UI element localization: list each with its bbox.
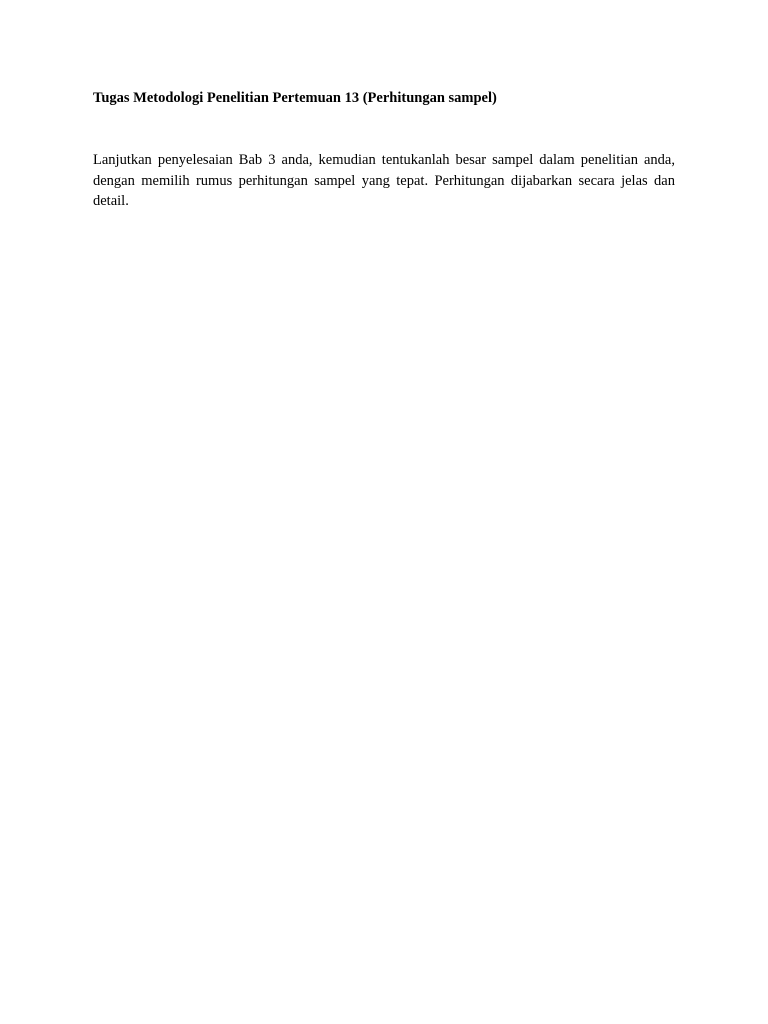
document-paragraph: Lanjutkan penyelesaian Bab 3 anda, kemudian tentukanlah besar sampel dalam penelitian anda, dengan memilih rumus perhitungan sampel yang tepat. Perhitungan dijabarkan secara jelas dan detail. — [93, 152, 675, 209]
document-title: Tugas Metodologi Penelitian Pertemuan 13 (Perhitungan sampel) — [93, 90, 497, 106]
